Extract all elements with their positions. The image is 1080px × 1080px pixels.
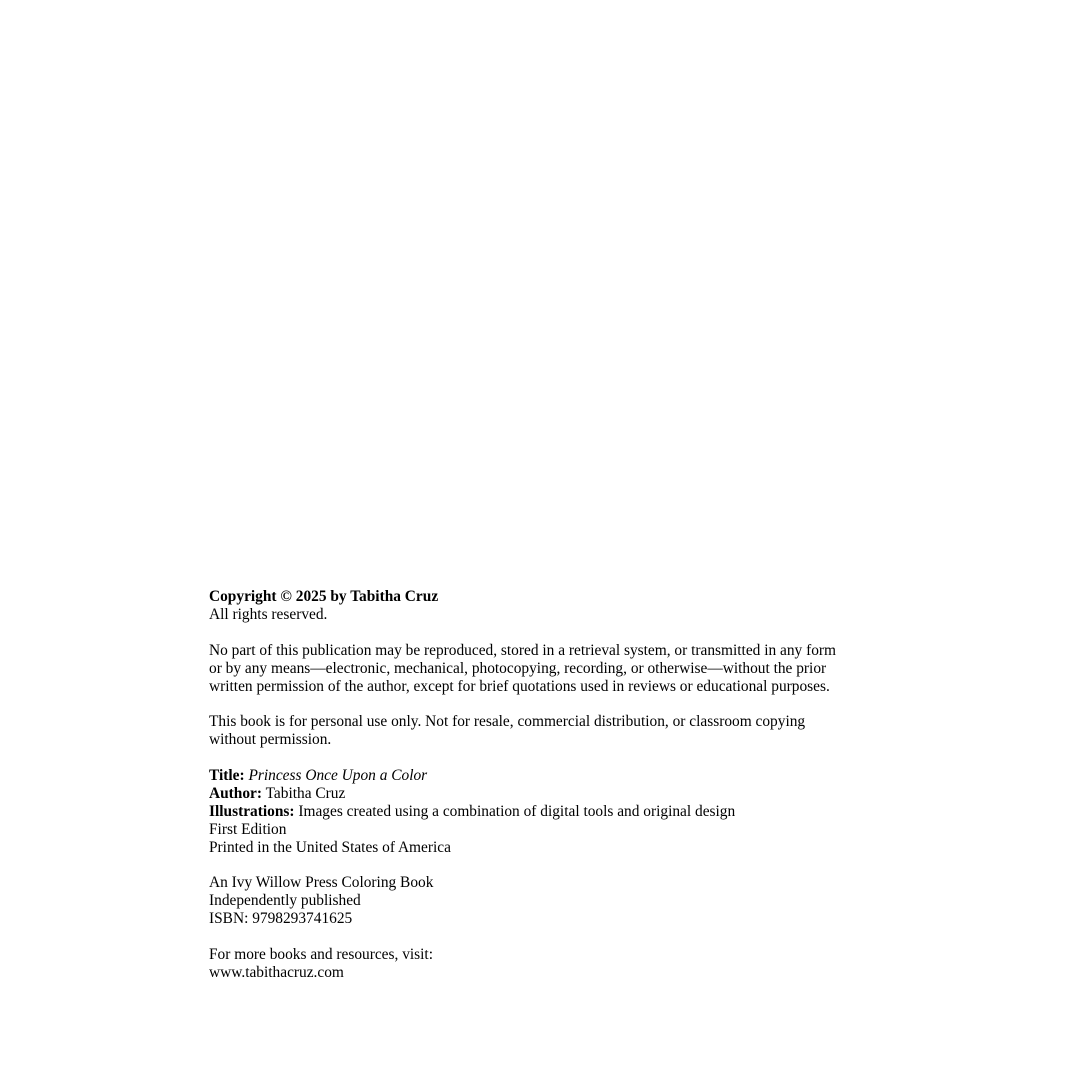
website-url: www.tabithacruz.com [209, 963, 344, 981]
illustrations-row [209, 803, 849, 821]
notice-line-1: No part of this publication may be reproduced, stored in a retrieval system, or transmitted in any form [209, 641, 836, 659]
spacer [209, 695, 849, 713]
rights-reserved: All rights reserved. [209, 605, 328, 623]
printed-location: Printed in the United States of America [209, 838, 451, 856]
usage-line-2: without permission. [209, 731, 332, 749]
book-title: Princess Once Upon a Color [248, 767, 428, 785]
edition: First Edition [209, 820, 287, 838]
notice-line-2: or by any means—electronic, mechanical, photocopying, recording, or otherwise—without the prior [209, 659, 827, 677]
spacer [209, 928, 849, 946]
copyright-heading: Copyright © 2025 by Tabitha Cruz [209, 588, 439, 605]
illustrations-text: Images created using a combination of digital tools and original design [298, 802, 736, 820]
author-row [209, 785, 849, 803]
more-info-prompt: For more books and resources, visit: [209, 946, 433, 964]
author-name: Tabitha Cruz [265, 784, 346, 802]
author-label: Author: [209, 784, 263, 802]
publishing-status: Independently published [209, 892, 361, 910]
usage-line-1: This book is for personal use only. Not for resale, commercial distribution, or classroom copying [209, 713, 806, 731]
title-row [209, 767, 849, 785]
notice-line-3: written permission of the author, except for brief quotations used in reviews or educational purposes. [209, 677, 830, 695]
isbn: ISBN: 9798293741625 [209, 910, 353, 928]
spacer [209, 857, 849, 875]
title-label: Title: [209, 767, 245, 785]
illustrations-label: Illustrations: [209, 802, 295, 820]
spacer [209, 624, 849, 642]
copyright-text-block [209, 588, 849, 982]
spacer [209, 749, 849, 767]
publisher-line: An Ivy Willow Press Coloring Book [209, 874, 434, 892]
